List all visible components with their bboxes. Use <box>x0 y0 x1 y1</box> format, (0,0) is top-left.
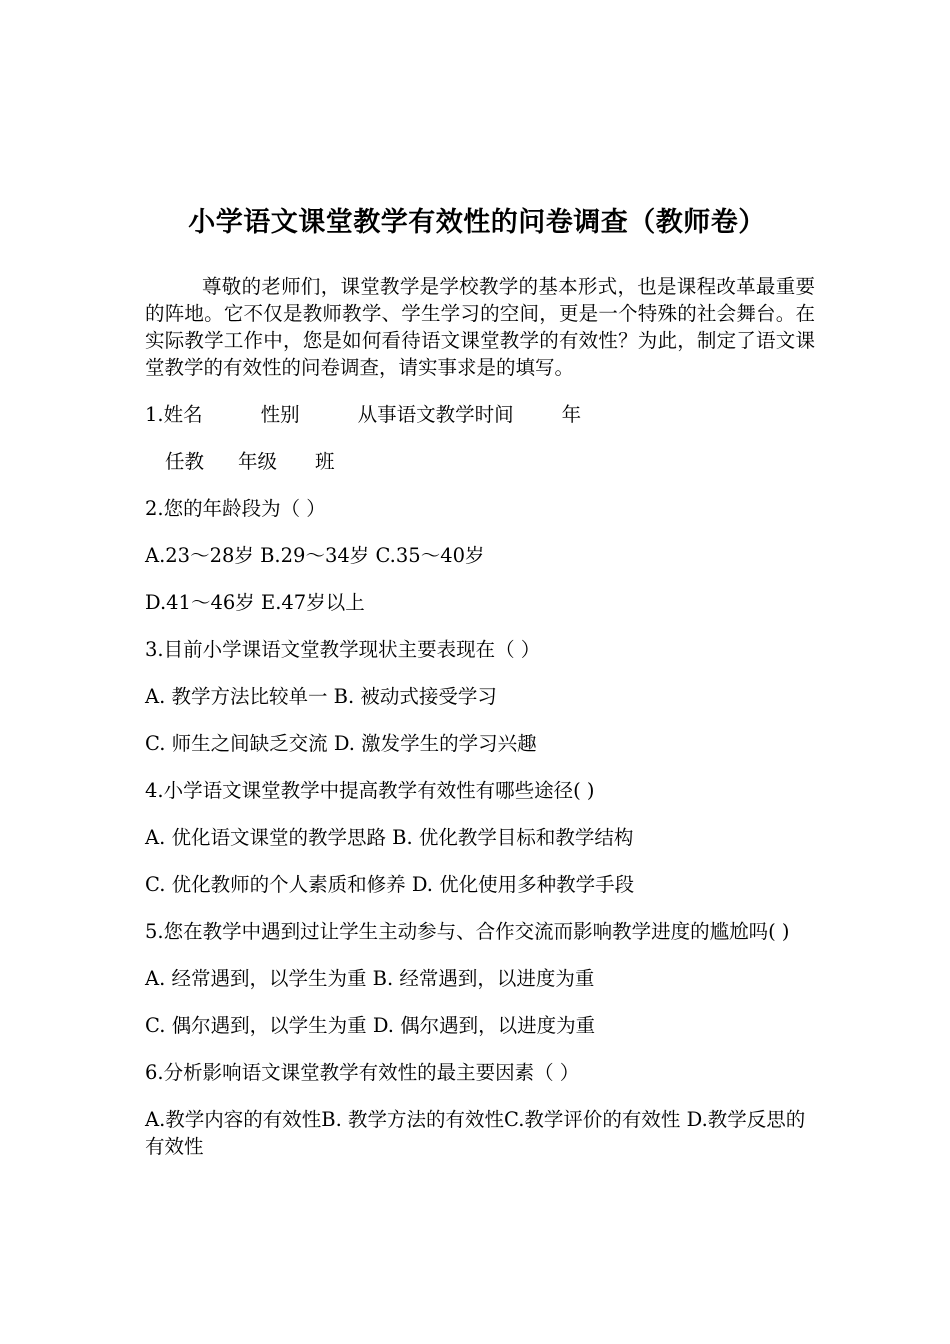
question-1-row-1 <box>145 401 815 428</box>
q1-grade-label: 年级 <box>238 450 278 473</box>
document-title: 小学语文课堂教学有效性的问卷调查（教师卷） <box>188 207 766 238</box>
question-4-options-row-1: A. 优化语文课堂的教学思路 B. 优化教学目标和教学结构 <box>145 826 634 849</box>
document-page <box>145 200 815 1180</box>
q1-years-label: 从事语文教学时间 <box>357 403 514 426</box>
intro-paragraph: 尊敬的老师们，课堂教学是学校教学的基本形式，也是课程改革最重要的阵地。它不仅是教师教学、学生学习的空间，更是一个特殊的社会舞台。在实际教学工作中，您是如何看待语文课堂教学的有效性？为此，制定了语文课堂教学的有效性的问卷调查，请实事求是的填写。 <box>145 275 815 379</box>
question-3-options-row-2: C. 师生之间缺乏交流 D. 激发学生的学习兴趣 <box>145 732 537 755</box>
question-3: 3.目前小学课语文堂教学现状主要表现在（ ） <box>145 638 541 661</box>
question-6-options-row-1: A.教学内容的有效性B. 教学方法的有效性C.教学评价的有效性 D.教学反思的有效性 <box>145 1108 806 1158</box>
question-5: 5.您在教学中遇到过让学生主动参与、合作交流而影响教学进度的尴尬吗( ) <box>145 920 790 943</box>
q1-year-unit: 年 <box>561 403 582 426</box>
question-3-options-row-1: A. 教学方法比较单一 B. 被动式接受学习 <box>145 685 497 708</box>
q1-class-label: 班 <box>315 450 335 473</box>
q1-teach-label: 任教 <box>165 450 205 473</box>
q1-gender-label: 性别 <box>260 403 300 426</box>
question-6: 6.分析影响语文课堂教学有效性的最主要因素（ ） <box>145 1061 580 1084</box>
question-1-row-2 <box>145 448 815 475</box>
question-4-options-row-2: C. 优化教师的个人素质和修养 D. 优化使用多种教学手段 <box>145 873 635 896</box>
q1-name-label: 1.姓名 <box>145 403 203 426</box>
question-4: 4.小学语文课堂教学中提高教学有效性有哪些途径( ) <box>145 779 595 802</box>
question-5-options-row-1: A. 经常遇到，以学生为重 B. 经常遇到，以进度为重 <box>145 967 595 990</box>
question-2-options-row-2: D.41～46岁 E.47岁以上 <box>145 591 365 614</box>
question-2-options-row-1: A.23～28岁 B.29～34岁 C.35～40岁 <box>145 544 485 567</box>
question-2: 2.您的年龄段为（ ） <box>145 497 326 520</box>
question-5-options-row-2: C. 偶尔遇到，以学生为重 D. 偶尔遇到，以进度为重 <box>145 1014 596 1037</box>
